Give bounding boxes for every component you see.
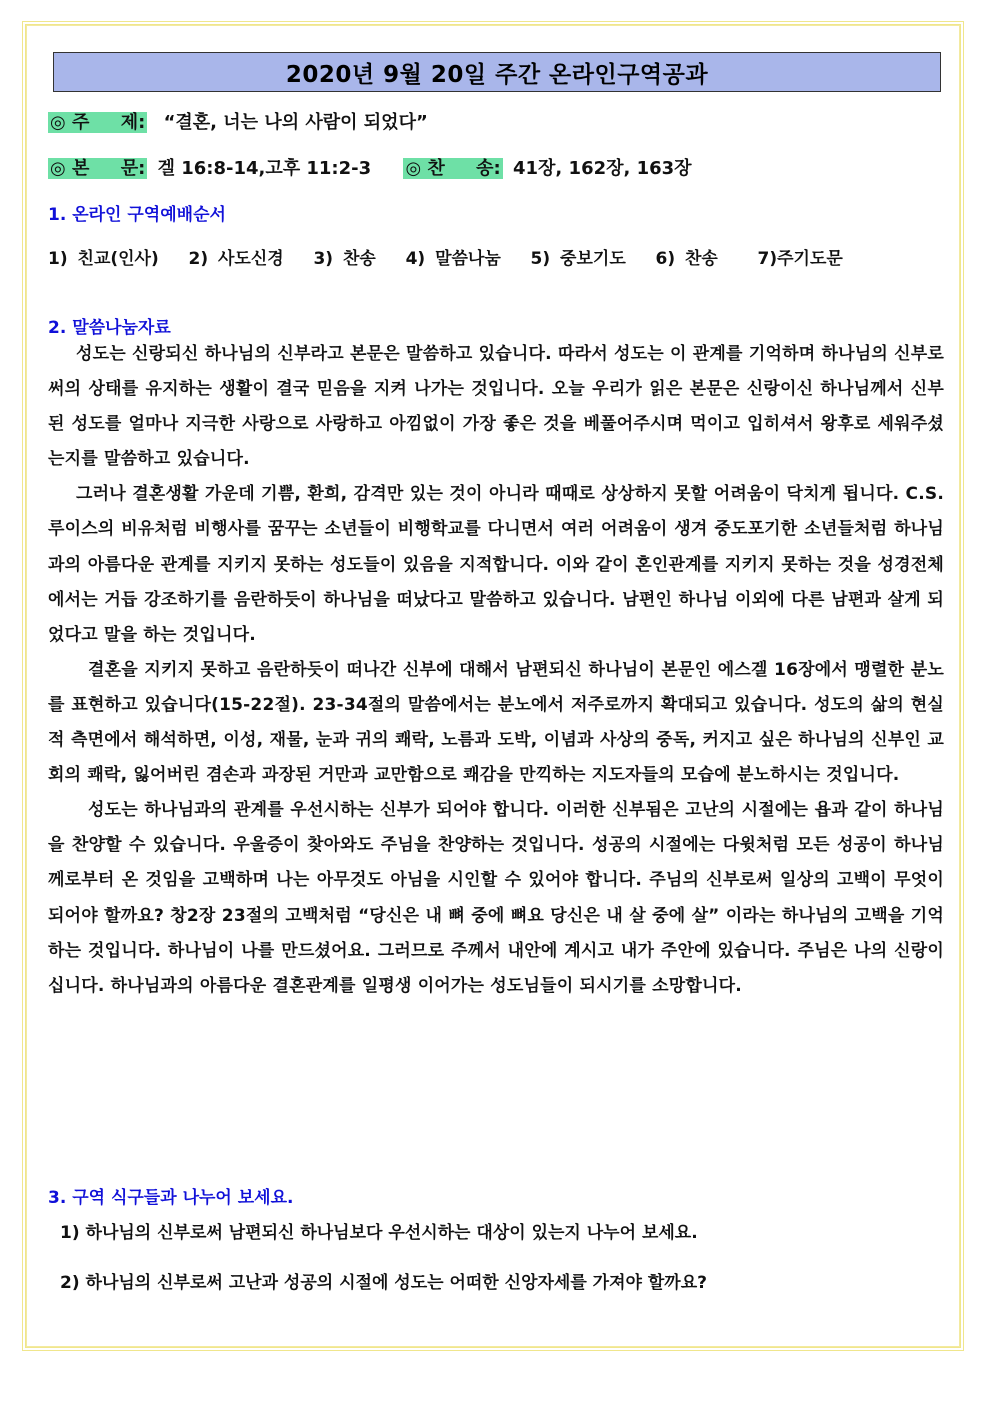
theme-row [48,108,428,134]
sermon-text [48,337,944,1004]
theme-label: ◎ 주 제: [50,112,146,133]
sermon-paragraph-4: 성도는 하나님과의 관계를 우선시하는 신부가 되어야 합니다. 이러한 신부됨은 고난의 시절에는 욥과 같이 하나님을 찬양할 수 있습니다. 우울증이 찾아와도 주님을 찬양하는 것입니다. 성공의 시절에는 다윗처럼 모든 성공이 하나님께로부터 온 것임을 고백하며 나는 아무것도 아님을 시인할 수 있어야 합니다. 주님의 신부로써 일상의 고백이 무엇이 되어야 할까요? 창2장 23절의 고백처럼 “당신은 내 뼈 중에 뼈요 당신은 내 살 중에 살” 이라는 하나님의 고백을 기억하는 것입니다. 하나님이 나를 만드셨어요. 그러므로 주께서 내안에 계시고 내가 주안에 있습니다. 주님은 나의 신랑이십니다. 하나님과의 아름다운 결혼관계를 일평생 이어가는 성도님들이 되시기를 소망합니다. [48,800,944,996]
theme-value: “결혼, 너는 나의 사람이 되었다” [163,112,428,133]
section3-heading: 3. 구역 식구들과 나누어 보세요. [48,1188,294,1208]
discussion-question-2: 2) 하나님의 신부로써 고난과 성공의 시절에 성도는 어떠한 신앙자세를 가져야 할까요? [60,1273,707,1293]
sermon-paragraph-1: 성도는 신랑되신 하나님의 신부라고 본문은 말씀하고 있습니다. 따라서 성도는 이 관계를 기억하며 하나님의 신부로써의 상태를 유지하는 생활이 결국 믿음을 지켜 나가는 것입니다. 오늘 우리가 읽은 본문은 신랑이신 하나님께서 신부된 성도를 얼마나 지극한 사랑으로 사랑하고 아낌없이 가장 좋은 것을 베풀어주시며 먹이고 입히셔서 왕후로 세워주셨는지를 말씀하고 있습니다. [48,344,944,470]
page-title: 2020년 9월 20일 주간 온라인구역공과 [285,61,709,88]
title-banner [53,52,941,92]
sermon-paragraph-3: 결혼을 지키지 못하고 음란하듯이 떠나간 신부에 대해서 남편되신 하나님이 본문인 에스겔 16장에서 맹렬한 분노를 표현하고 있습니다(15-22절). 23-34절의 말씀에서는 분노에서 저주로까지 확대되고 있습니다. 성도의 삶의 현실적 측면에서 해석하면, 이성, 재물, 눈과 귀의 쾌락, 노름과 도박, 이념과 사상의 중독, 커지고 싶은 하나님의 신부인 교회의 쾌락, 잃어버린 겸손과 과장된 거만과 교만함으로 쾌감을 만끽하는 지도자들의 모습에 분노하시는 것입니다. [48,659,944,786]
hymn-label: ◎ 찬 송: [405,158,501,179]
discussion-question-1: 1) 하나님의 신부로써 남편되신 하나님보다 우선시하는 대상이 있는지 나누어 보세요. [60,1223,698,1243]
section2-heading: 2. 말씀나눔자료 [48,318,171,338]
section1-heading: 1. 온라인 구역예배순서 [48,205,226,225]
scripture-label: ◎ 본 문: [50,158,146,179]
hymn-value: 41장, 162장, 163장 [513,158,692,179]
scripture-value: 겔 16:8-14,고후 11:2-3 [157,158,372,179]
scripture-row [48,154,692,180]
sermon-paragraph-2: 그러나 결혼생활 가운데 기쁨, 환희, 감격만 있는 것이 아니라 때때로 상상하지 못할 어려움이 닥치게 됩니다. C.S.루이스의 비유처럼 비행사를 꿈꾸는 소년들이 비행학교를 다니면서 여러 어려움이 생겨 중도포기한 소년들처럼 하나님과의 아름다운 관계를 지키지 못하는 성도들이 있음을 지적합니다. 이와 같이 혼인관계를 지키지 못하는 것을 성경전체에서는 거듭 강조하기를 음란하듯이 하나님을 떠났다고 말씀하고 있습니다. 남편인 하나님 이외에 다른 남편과 살게 되었다고 말을 하는 것입니다. [48,484,944,645]
worship-order: 1) 친교(인사) 2) 사도신경 3) 찬송 4) 말씀나눔 5) 중보기도 6) 찬송 7)주기도문 [48,249,843,269]
